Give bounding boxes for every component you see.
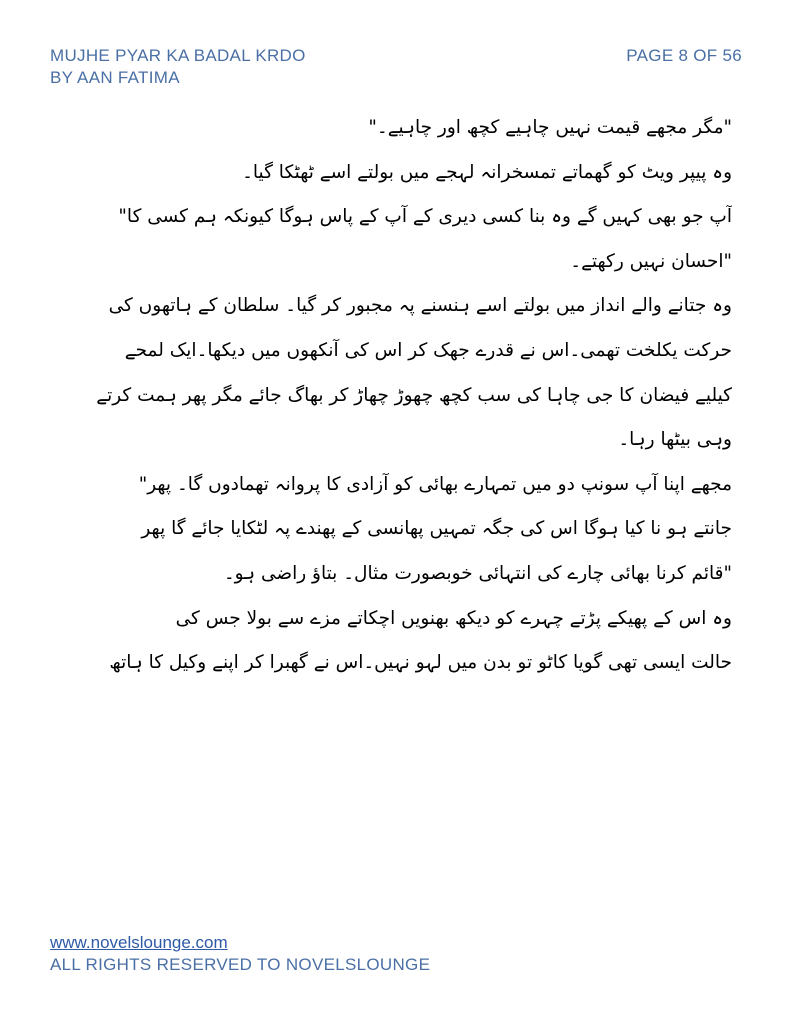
story-text xyxy=(60,106,732,686)
text-line: آپ جو بھی کہیں گے وہ بنا کسی دیری کے آپ کے پاس ہوگا کیونکہ ہم کسی کا" xyxy=(118,206,732,228)
text-line: مجھے اپنا آپ سونپ دو میں تمہارے بھائی کو آزادی کا پروانہ تھمادوں گا۔ پھر" xyxy=(138,473,732,495)
text-line: جانتے ہو نا کیا ہوگا اس کی جگہ تمہیں پھانسی کے پھندے پہ لٹکایا جائے گا پھر xyxy=(141,518,732,540)
text-line: "قائم کرنا بھائی چارے کی انتہائی خوبصورت مثال۔ بتاؤ راضی ہو۔ xyxy=(223,562,732,584)
text-line: وہ اس کے پھیکے پڑتے چہرے کو دیکھ بھنویں اچکاتے مزے سے بولا جس کی xyxy=(175,607,732,629)
text-line: وہ جتانے والے انداز میں بولتے اسے ہنسنے پہ مجبور کر گیا۔ سلطان کے ہاتھوں کی xyxy=(108,295,732,317)
rights-notice: ALL RIGHTS RESERVED TO NOVELSLOUNGE xyxy=(50,955,431,974)
text-line: "مگر مجھے قیمت نہیں چاہیے کچھ اور چاہیے۔" xyxy=(368,117,732,138)
website-link[interactable]: www.novelslounge.com xyxy=(50,933,228,952)
text-line: "احسان نہیں رکھتے۔ xyxy=(570,250,732,272)
text-line: وہ پیپر ویٹ کو گھماتے تمسخرانہ لہجے میں بولتے اسے ٹھٹکا گیا۔ xyxy=(242,161,732,183)
text-line: کیلیے فیضان کا جی چاہا کی سب کچھ چھوڑ چھاڑ کر بھاگ جائے مگر پھر ہمت کرتے xyxy=(96,384,732,406)
author-name: BY AAN FATIMA xyxy=(50,68,180,87)
novel-title: MUJHE PYAR KA BADAL KRDO xyxy=(50,46,306,65)
text-line: حرکت یکلخت تھمی۔اس نے قدرے جھک کر اس کی آنکھوں میں دیکھا۔ایک لمحے xyxy=(124,339,732,361)
page-number: PAGE 8 OF 56 xyxy=(626,46,742,65)
text-line: حالت ایسی تھی گویا کاٹو تو بدن میں لہو نہیں۔اس نے گھبرا کر اپنے وکیل کا ہاتھ xyxy=(109,652,732,674)
text-line: وہی بیٹھا رہا۔ xyxy=(618,429,732,451)
